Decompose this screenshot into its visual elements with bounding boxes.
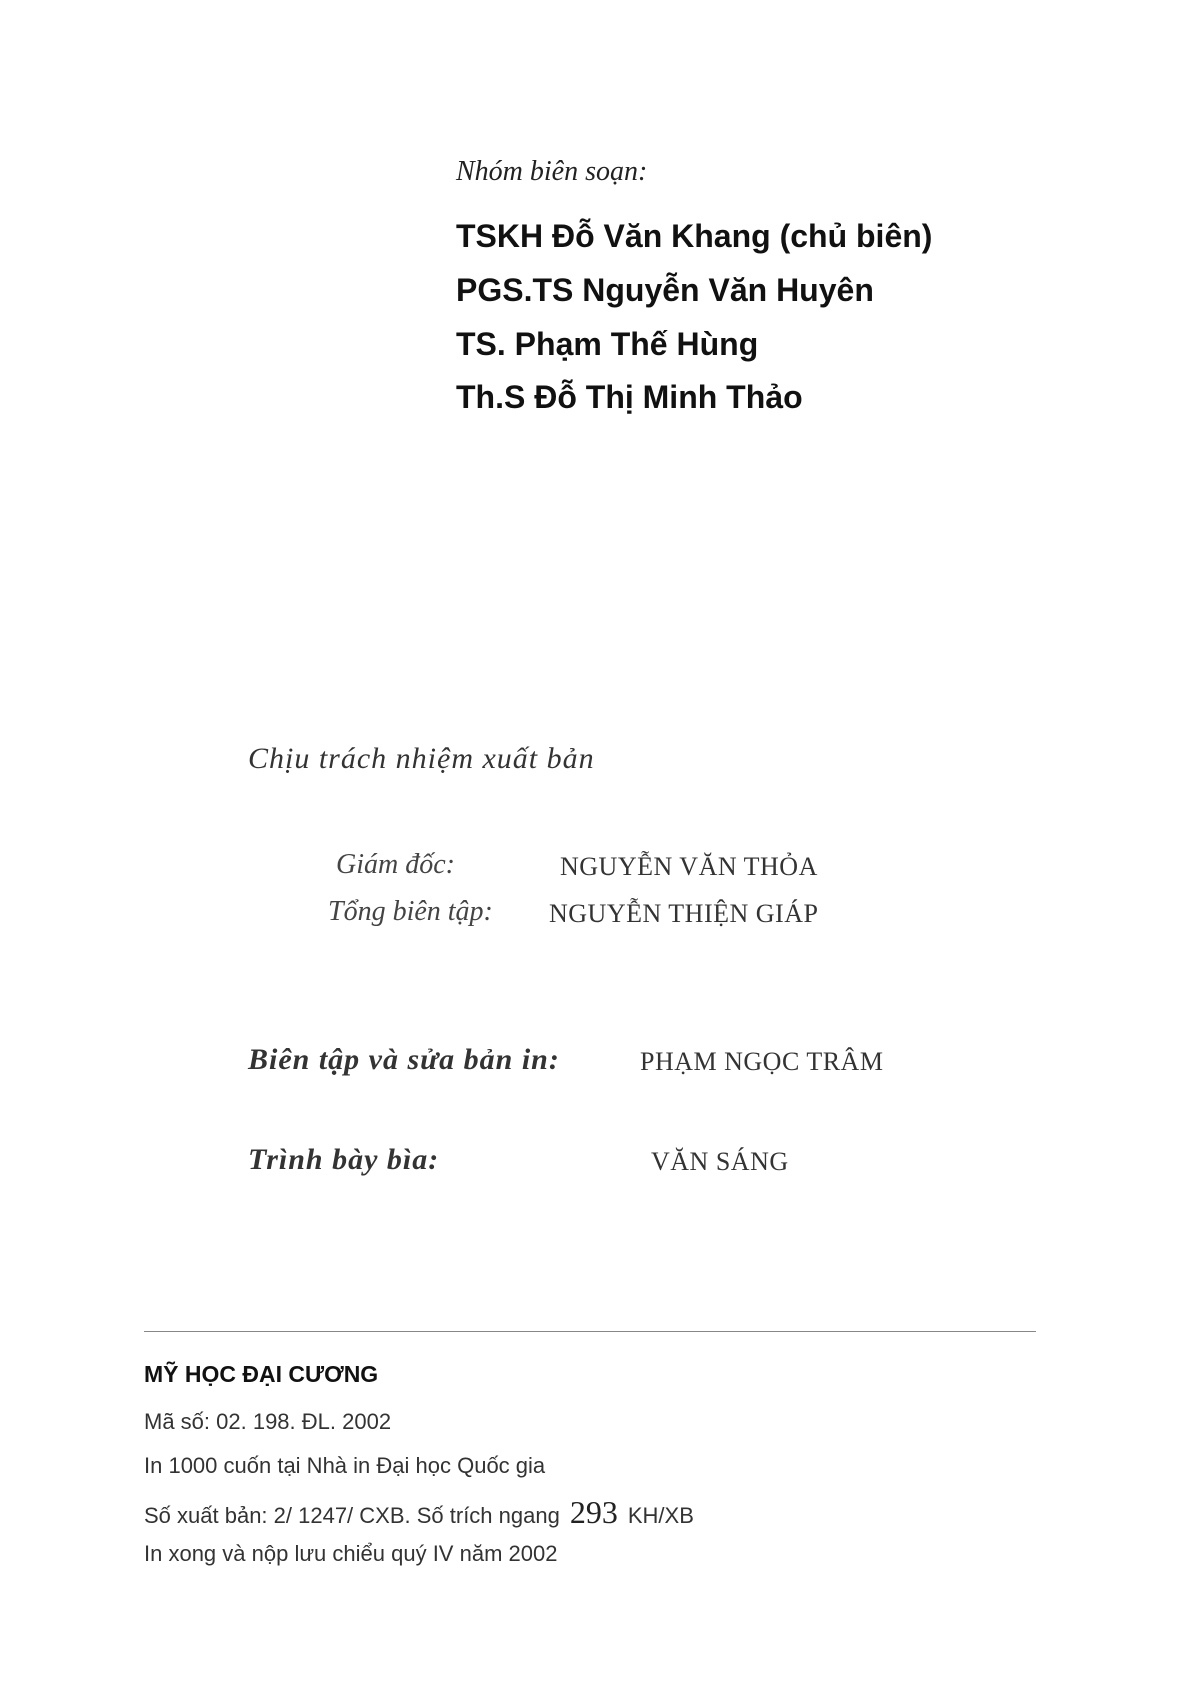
publishing-responsibility-heading: Chịu trách nhiệm xuất bản [248,742,595,775]
divider-line [144,1331,1036,1332]
author-name: PGS.TS Nguyễn Văn Huyên [456,272,874,308]
publication-suffix: KH/XB [627,1503,694,1528]
cover-design-name: VĂN SÁNG [651,1147,789,1176]
print-run: In 1000 cuốn tại Nhà in Đại học Quốc gia [144,1453,546,1478]
director-name: NGUYỄN VĂN THỎA [560,852,818,881]
director-label: Giám đốc: [336,849,455,880]
book-code: Mã số: 02. 198. ĐL. 2002 [144,1409,392,1434]
authors-heading: Nhóm biên soạn: [456,156,648,187]
editing-label: Biên tập và sửa bản in: [248,1043,560,1076]
book-title: MỸ HỌC ĐẠI CƯƠNG [144,1361,379,1387]
editor-in-chief-label: Tổng biên tập: [328,896,493,927]
author-name: TS. Phạm Thế Hùng [456,326,759,362]
publication-number: 293 [569,1494,618,1530]
author-name: Th.S Đỗ Thị Minh Thảo [456,379,803,415]
editor-in-chief-name: NGUYỄN THIỆN GIÁP [549,899,819,928]
publication-number-line [144,1494,694,1531]
author-name: TSKH Đỗ Văn Khang (chủ biên) [456,218,933,254]
cover-design-label: Trình bày bìa: [248,1143,440,1176]
legal-deposit: In xong và nộp lưu chiểu quý IV năm 2002 [144,1541,558,1566]
editing-name: PHẠM NGỌC TRÂM [640,1047,884,1076]
publication-prefix: Số xuất bản: 2/ 1247/ CXB. Số trích ngang [144,1503,560,1528]
